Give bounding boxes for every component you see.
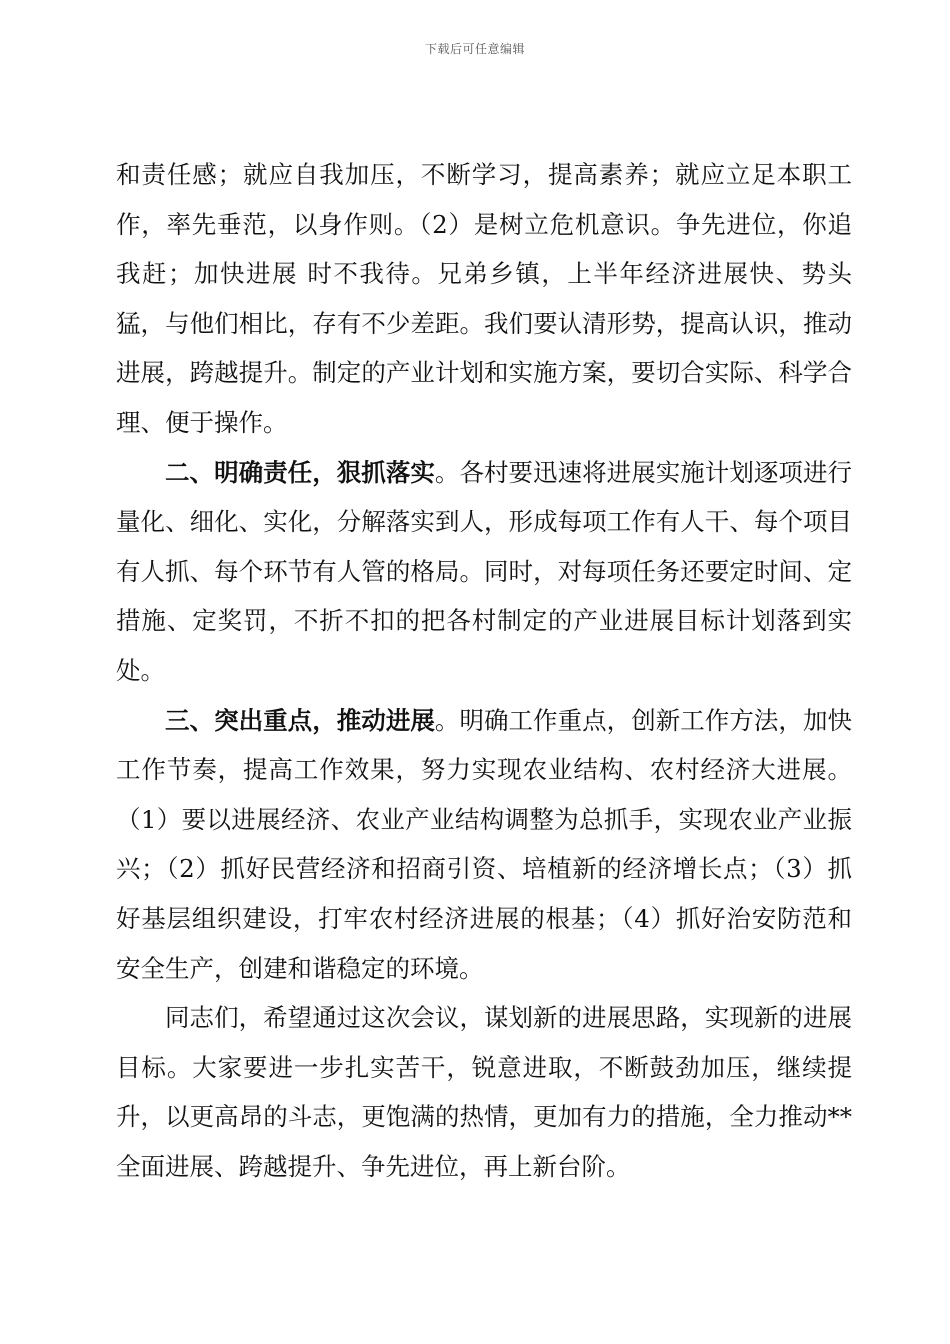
section-two-body: 。各村要迅速将进展实施计划逐项进行量化、细化、实化，分解落实到人，形成每项工作有人干、每个项目有人抓、每个环节有人管的格局。同时，对每项任务还要定时间、定措施、定奖罚，不折不扣的把各村制定的产业进展目标计划落到实处。 — [116, 457, 852, 685]
paragraph-closing: 同志们，希望通过这次会议，谋划新的进展思路，实现新的进展目标。大家要进一步扎实苦干，锐意进取，不断鼓劲加压，继续提升，以更高昂的斗志，更饱满的热情，更加有力的措施，全力推动**全面进展、跨越提升、争先进位，再上新台阶。 — [116, 1003, 852, 1181]
document-body — [116, 150, 852, 1191]
paragraph-continuation: 和责任感；就应自我加压，不断学习，提高素养；就应立足本职工作，率先垂范，以身作则。（2）是树立危机意识。争先进位，你追我赶；加快进展 时不我待。兄弟乡镇，上半年经济进展快、势头猛，与他们相比，存有不少差距。我们要认清形势，提高认识，推动进展，跨越提升。制定的产业计划和实施方案，要切合实际、科学合理、便于操作。 — [116, 160, 852, 437]
paragraph-section-three — [116, 696, 852, 994]
section-two-heading: 二、明确责任，狠抓落实 — [165, 457, 435, 487]
header-note: 下载后可任意编辑 — [424, 42, 525, 56]
section-three-heading: 三、突出重点，推动进展 — [165, 705, 435, 735]
paragraph-section-two — [116, 448, 852, 696]
section-three-body: 。明确工作重点，创新工作方法，加快工作节奏，提高工作效果，努力实现农业结构、农村经济大进展。（1）要以进展经济、农业产业结构调整为总抓手，实现农业产业振兴；（2）抓好民营经济和招商引资、培植新的经济增长点；（3）抓好基层组织建设，打牢农村经济进展的根基；（4）抓好治安防范和安全生产，创建和谐稳定的环境。 — [116, 705, 852, 983]
